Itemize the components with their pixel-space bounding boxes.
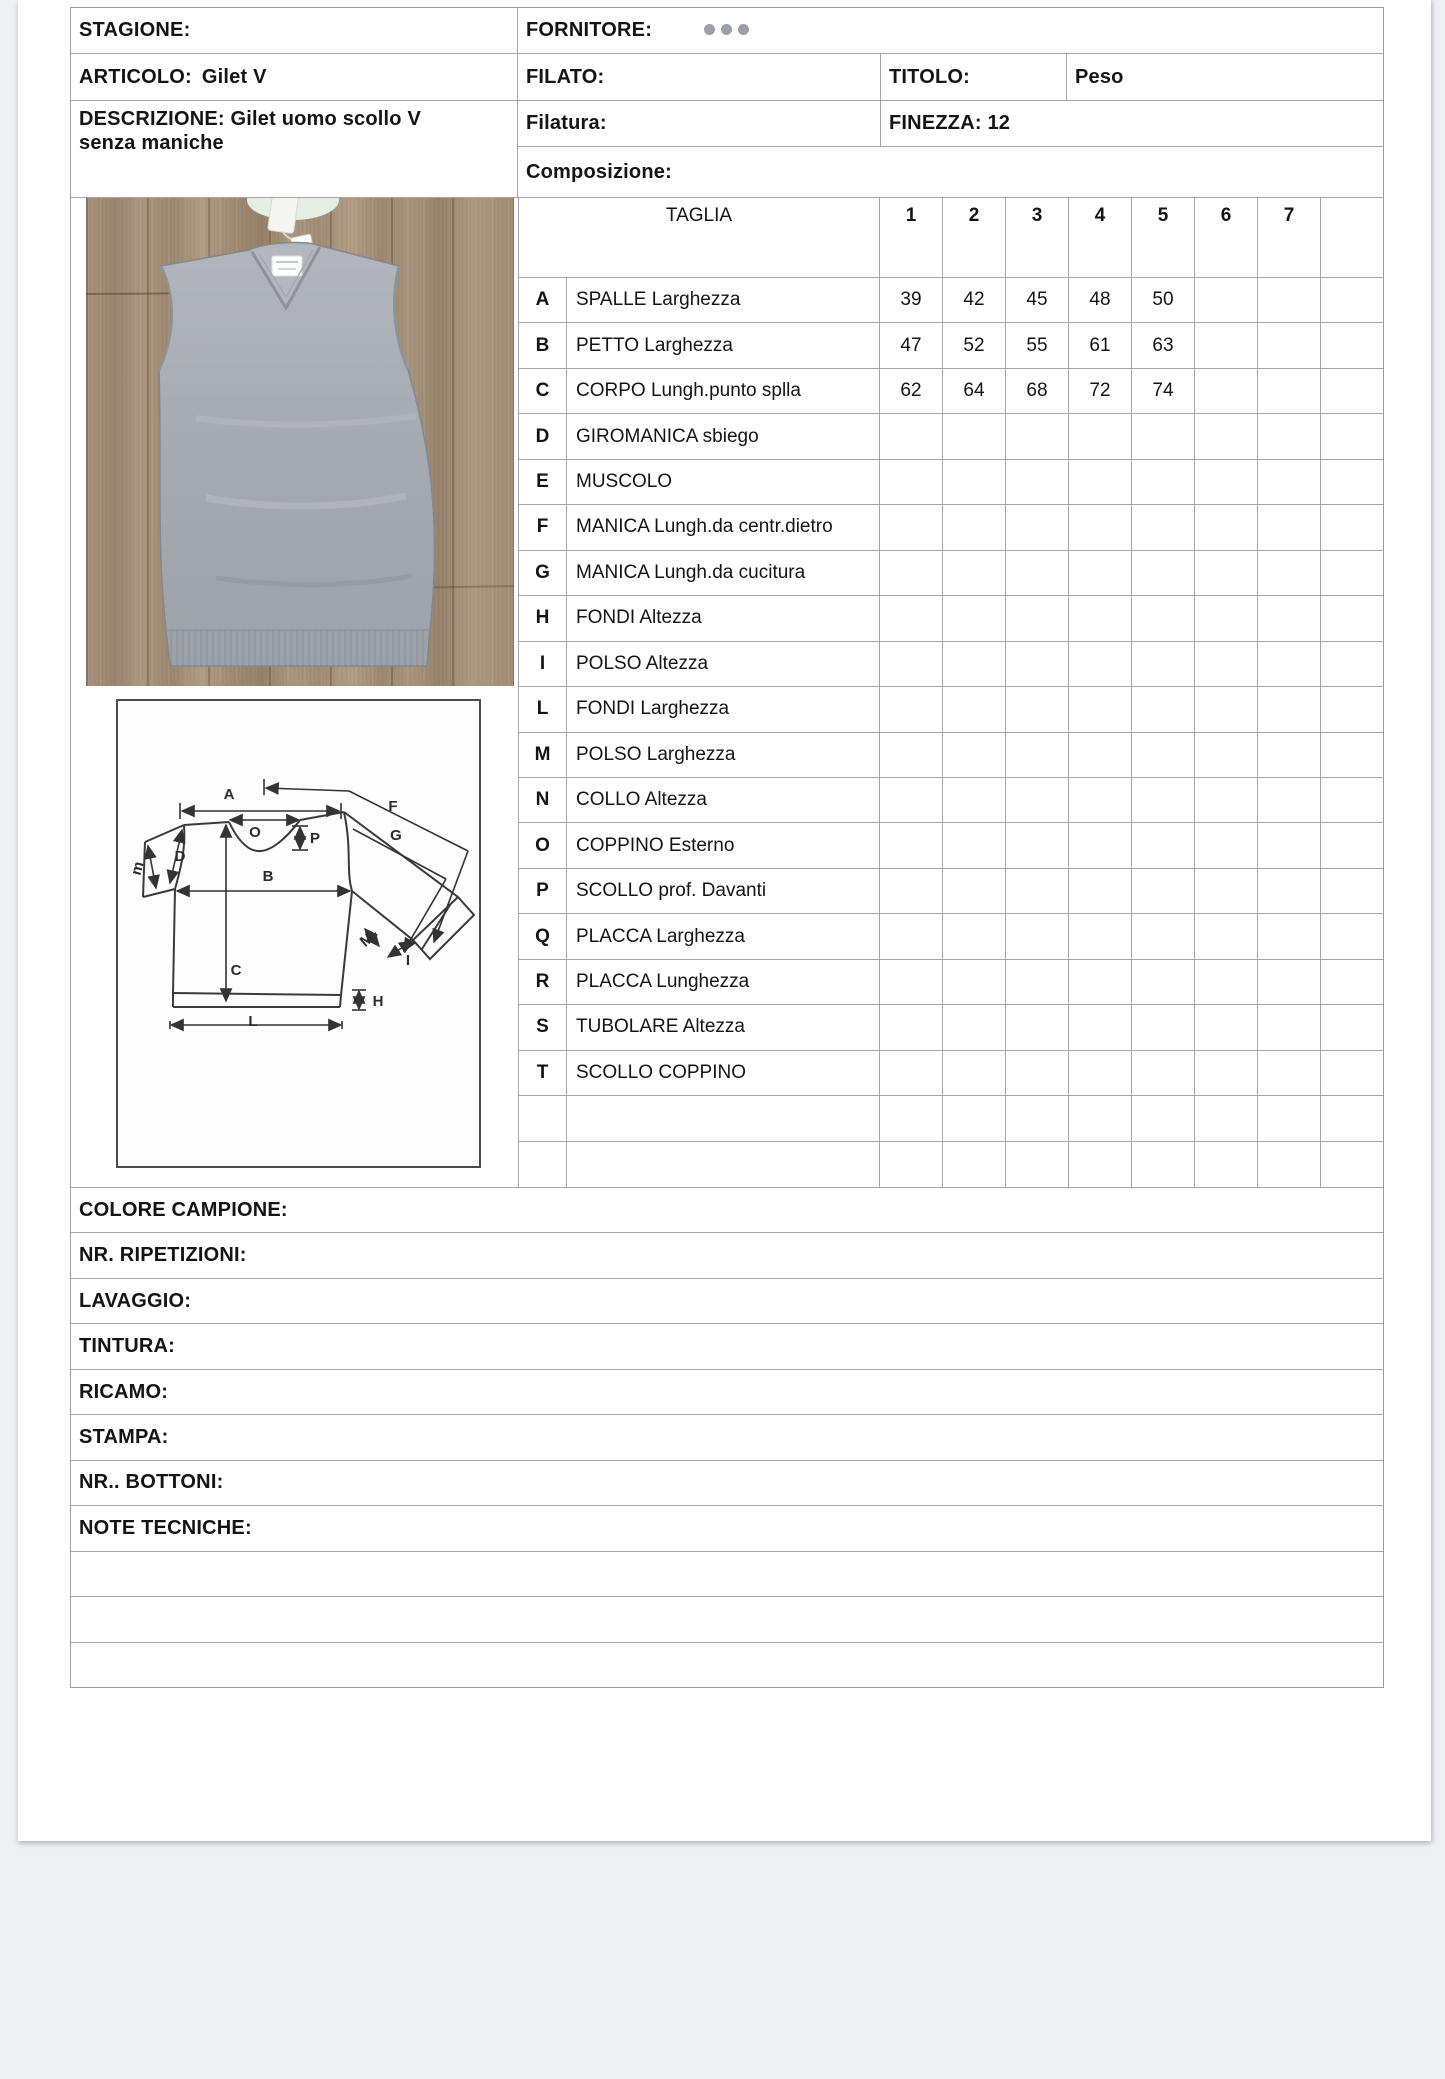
detail-row — [71, 1506, 1384, 1551]
row-label: POLSO Larghezza — [567, 733, 880, 778]
row-letter: M — [519, 733, 567, 778]
row-value — [1132, 505, 1195, 550]
row-value — [1069, 960, 1132, 1005]
row-blank — [1321, 323, 1384, 368]
row-label: FONDI Altezza — [567, 596, 880, 641]
row-value — [1132, 551, 1195, 596]
row-value: 52 — [943, 323, 1006, 368]
descrizione-label: DESCRIZIONE: — [79, 108, 225, 130]
row-label: SCOLLO prof. Davanti — [567, 869, 880, 914]
detail-row — [71, 1233, 1384, 1278]
composizione-label: Composizione: — [526, 160, 672, 183]
row-letter: A — [519, 278, 567, 323]
svg-text:M: M — [356, 929, 378, 951]
row-label: MANICA Lungh.da cucitura — [567, 551, 880, 596]
row-value — [1006, 460, 1069, 505]
row-value — [1006, 414, 1069, 459]
row-value — [880, 914, 943, 959]
row-value — [880, 1142, 943, 1187]
row-value — [1006, 1005, 1069, 1050]
svg-text:A: A — [223, 786, 235, 803]
row-value — [943, 733, 1006, 778]
row-value — [880, 505, 943, 550]
row-value — [1258, 1142, 1321, 1187]
row-value — [943, 414, 1006, 459]
row-value — [1195, 596, 1258, 641]
row-blank — [1321, 687, 1384, 732]
row-blank — [1321, 869, 1384, 914]
row-value — [1132, 1051, 1195, 1096]
row-value — [1258, 1005, 1321, 1050]
row-value — [1069, 460, 1132, 505]
row-value — [880, 687, 943, 732]
row-value: 39 — [880, 278, 943, 323]
row-value — [1006, 687, 1069, 732]
row-value — [943, 778, 1006, 823]
filatura-label: Filatura: — [526, 112, 607, 134]
svg-text:L: L — [248, 1013, 258, 1030]
row-blank — [1321, 778, 1384, 823]
fornitore-label: FORNITORE: — [526, 19, 653, 41]
row-blank — [1321, 823, 1384, 868]
row-value — [1258, 778, 1321, 823]
row-letter: N — [519, 778, 567, 823]
row-value — [1132, 733, 1195, 778]
row-value — [1258, 551, 1321, 596]
titolo-label: TITOLO: — [889, 65, 971, 88]
row-label: TUBOLARE Altezza — [567, 1005, 880, 1050]
filato-label: FILATO: — [526, 65, 605, 88]
row-value — [1258, 1051, 1321, 1096]
row-value — [1195, 460, 1258, 505]
size-column-header: 7 — [1258, 198, 1321, 278]
size-table — [518, 198, 1384, 1187]
row-value: 74 — [1132, 369, 1195, 414]
detail-label: COLORE CAMPIONE: — [79, 1198, 288, 1221]
row-label: SPALLE Larghezza — [567, 278, 880, 323]
detail-rows — [71, 1187, 1384, 1688]
row-value: 48 — [1069, 278, 1132, 323]
row-value — [1195, 733, 1258, 778]
product-photo — [86, 198, 514, 686]
row-value — [1258, 914, 1321, 959]
size-column-header: 2 — [943, 198, 1006, 278]
detail-row — [71, 1415, 1384, 1460]
row-value — [1132, 596, 1195, 641]
row-value — [1258, 869, 1321, 914]
row-value — [1132, 823, 1195, 868]
row-blank — [1321, 460, 1384, 505]
row-value — [943, 1096, 1006, 1141]
row-value — [880, 551, 943, 596]
titolo-cell — [881, 54, 1067, 101]
row-value — [880, 960, 943, 1005]
row-value — [1006, 1096, 1069, 1141]
row-label: CORPO Lungh.punto splla — [567, 369, 880, 414]
row-letter: T — [519, 1051, 567, 1096]
row-value — [1195, 1142, 1258, 1187]
finezza-label: FINEZZA: 12 — [889, 112, 1011, 134]
svg-text:C: C — [230, 962, 242, 979]
detail-row — [71, 1370, 1384, 1415]
row-letter: Q — [519, 914, 567, 959]
row-blank — [1321, 1096, 1384, 1141]
row-value — [1069, 1051, 1132, 1096]
row-label: SCOLLO COPPINO — [567, 1051, 880, 1096]
articolo-label: ARTICOLO: — [79, 65, 192, 88]
detail-label: NR.. BOTTONI: — [79, 1471, 224, 1494]
row-value: 55 — [1006, 323, 1069, 368]
row-value — [880, 869, 943, 914]
row-value — [1132, 778, 1195, 823]
row-letter: F — [519, 505, 567, 550]
row-letter: P — [519, 869, 567, 914]
diagram-art — [116, 699, 481, 1168]
row-value — [1258, 642, 1321, 687]
detail-label: STAMPA: — [79, 1425, 169, 1448]
peso-label: Peso — [1075, 65, 1124, 88]
row-letter — [519, 1142, 567, 1187]
row-value — [1132, 687, 1195, 732]
detail-label: TINTURA: — [79, 1335, 176, 1358]
row-value — [1006, 1051, 1069, 1096]
row-value — [1195, 778, 1258, 823]
row-value — [1006, 914, 1069, 959]
row-blank — [1321, 1142, 1384, 1187]
row-value — [1069, 1142, 1132, 1187]
row-value: 63 — [1132, 323, 1195, 368]
svg-text:H: H — [372, 993, 384, 1010]
row-value — [1195, 551, 1258, 596]
row-value: 50 — [1132, 278, 1195, 323]
filato-cell — [518, 54, 881, 101]
row-letter: D — [519, 414, 567, 459]
row-value: 62 — [880, 369, 943, 414]
fornitore-cell — [518, 8, 1384, 54]
svg-text:O: O — [249, 824, 261, 841]
descrizione-value: Gilet uomo scollo V senza maniche — [79, 108, 422, 154]
row-value — [1195, 323, 1258, 368]
row-value — [943, 505, 1006, 550]
stagione-cell — [71, 8, 518, 54]
row-value — [1069, 505, 1132, 550]
row-value — [1069, 778, 1132, 823]
row-label: FONDI Larghezza — [567, 687, 880, 732]
row-value — [1069, 687, 1132, 732]
svg-text:m: m — [127, 859, 148, 877]
row-value — [943, 642, 1006, 687]
row-value: 42 — [943, 278, 1006, 323]
row-value — [1132, 1096, 1195, 1141]
row-blank — [1321, 596, 1384, 641]
svg-text:B: B — [262, 868, 274, 885]
row-value — [1195, 1051, 1258, 1096]
row-blank — [1321, 551, 1384, 596]
row-value — [1195, 914, 1258, 959]
row-letter: G — [519, 551, 567, 596]
svg-text:P: P — [309, 830, 321, 847]
size-column-header: 6 — [1195, 198, 1258, 278]
row-value — [1006, 505, 1069, 550]
measurement-diagram — [116, 699, 481, 1168]
row-label: PLACCA Lunghezza — [567, 960, 880, 1005]
row-blank — [1321, 914, 1384, 959]
row-value — [1006, 960, 1069, 1005]
row-value — [1132, 460, 1195, 505]
row-letter: O — [519, 823, 567, 868]
row-value — [1195, 414, 1258, 459]
row-value — [880, 414, 943, 459]
taglia-header: TAGLIA — [519, 198, 880, 278]
descrizione-cell — [71, 101, 518, 198]
finezza-cell — [881, 101, 1384, 147]
articolo-cell — [71, 54, 518, 101]
row-value — [1258, 823, 1321, 868]
row-value: 45 — [1006, 278, 1069, 323]
row-value — [880, 1005, 943, 1050]
row-label: PETTO Larghezza — [567, 323, 880, 368]
row-value — [1069, 642, 1132, 687]
row-blank — [1321, 278, 1384, 323]
row-letter: C — [519, 369, 567, 414]
row-value: 47 — [880, 323, 943, 368]
row-letter: E — [519, 460, 567, 505]
row-value — [1132, 1142, 1195, 1187]
row-value — [1069, 1005, 1132, 1050]
row-value — [943, 1005, 1006, 1050]
size-column-header: 3 — [1006, 198, 1069, 278]
row-value — [880, 823, 943, 868]
row-letter: R — [519, 960, 567, 1005]
detail-row-empty — [71, 1552, 1384, 1597]
row-value — [1006, 733, 1069, 778]
size-column-header: 1 — [880, 198, 943, 278]
detail-row — [71, 1324, 1384, 1369]
svg-text:D: D — [174, 848, 186, 865]
row-value — [880, 733, 943, 778]
row-value — [1258, 733, 1321, 778]
row-blank — [1321, 1005, 1384, 1050]
row-value — [943, 551, 1006, 596]
row-value — [1258, 460, 1321, 505]
detail-row-empty — [71, 1643, 1384, 1688]
row-value — [880, 642, 943, 687]
row-value — [880, 1051, 943, 1096]
row-value: 64 — [943, 369, 1006, 414]
row-letter: S — [519, 1005, 567, 1050]
row-value — [1006, 642, 1069, 687]
row-value — [943, 460, 1006, 505]
row-letter: H — [519, 596, 567, 641]
row-value — [1258, 323, 1321, 368]
row-letter: B — [519, 323, 567, 368]
row-value — [1069, 823, 1132, 868]
descrizione-text — [79, 107, 471, 155]
row-label: PLACCA Larghezza — [567, 914, 880, 959]
composizione-cell — [518, 147, 1384, 198]
row-value — [1195, 869, 1258, 914]
row-value — [1006, 1142, 1069, 1187]
row-blank — [1321, 960, 1384, 1005]
row-value — [880, 1096, 943, 1141]
row-value — [1195, 687, 1258, 732]
row-label — [567, 1096, 880, 1141]
row-value — [1069, 414, 1132, 459]
row-value — [1258, 278, 1321, 323]
row-value — [1132, 960, 1195, 1005]
row-value — [943, 1051, 1006, 1096]
row-value — [1069, 914, 1132, 959]
row-value — [1069, 596, 1132, 641]
row-value — [1132, 914, 1195, 959]
row-value — [943, 1142, 1006, 1187]
row-value — [1195, 369, 1258, 414]
size-column-header-blank — [1321, 198, 1384, 278]
row-label: MANICA Lungh.da centr.dietro — [567, 505, 880, 550]
row-value — [1258, 687, 1321, 732]
row-blank — [1321, 414, 1384, 459]
row-value — [880, 460, 943, 505]
row-value — [1258, 1096, 1321, 1141]
row-value — [943, 869, 1006, 914]
row-blank — [1321, 505, 1384, 550]
row-value: 72 — [1069, 369, 1132, 414]
row-label: POLSO Altezza — [567, 642, 880, 687]
row-value — [1006, 596, 1069, 641]
row-letter — [519, 1096, 567, 1141]
svg-text:I: I — [405, 952, 411, 969]
row-value — [1132, 869, 1195, 914]
row-label: GIROMANICA sbiego — [567, 414, 880, 459]
row-value: 68 — [1006, 369, 1069, 414]
row-value — [880, 778, 943, 823]
row-value: 61 — [1069, 323, 1132, 368]
row-value — [943, 596, 1006, 641]
row-value — [1195, 1005, 1258, 1050]
size-column-header: 4 — [1069, 198, 1132, 278]
detail-row — [71, 1279, 1384, 1324]
detail-label: RICAMO: — [79, 1380, 169, 1403]
row-value — [1006, 778, 1069, 823]
row-value — [1258, 960, 1321, 1005]
row-letter: I — [519, 642, 567, 687]
peso-cell — [1067, 54, 1384, 101]
row-letter: L — [519, 687, 567, 732]
row-value — [1195, 1096, 1258, 1141]
detail-label: NR. RIPETIZIONI: — [79, 1244, 247, 1267]
row-blank — [1321, 733, 1384, 778]
row-label: MUSCOLO — [567, 460, 880, 505]
detail-label: LAVAGGIO: — [79, 1289, 192, 1312]
row-value — [1069, 1096, 1132, 1141]
stagione-label: STAGIONE: — [79, 19, 191, 41]
row-value — [1069, 733, 1132, 778]
row-value — [1132, 414, 1195, 459]
vest-photo-art — [86, 198, 514, 686]
row-value — [1132, 1005, 1195, 1050]
row-value — [1258, 369, 1321, 414]
detail-label: NOTE TECNICHE: — [79, 1516, 252, 1539]
row-value — [1069, 869, 1132, 914]
detail-row-empty — [71, 1597, 1384, 1642]
filatura-cell — [518, 101, 881, 147]
row-blank — [1321, 369, 1384, 414]
row-value — [943, 914, 1006, 959]
row-value — [1258, 596, 1321, 641]
svg-text:F: F — [388, 798, 398, 815]
row-value — [1006, 869, 1069, 914]
row-value — [1258, 505, 1321, 550]
detail-row — [71, 1461, 1384, 1506]
row-label — [567, 1142, 880, 1187]
row-value — [1195, 278, 1258, 323]
row-label: COPPINO Esterno — [567, 823, 880, 868]
spec-sheet — [70, 7, 1384, 1688]
row-value — [1132, 642, 1195, 687]
row-value — [1195, 642, 1258, 687]
row-value — [1195, 823, 1258, 868]
more-options-icon[interactable] — [704, 24, 749, 35]
svg-text:G: G — [390, 827, 402, 844]
row-value — [943, 687, 1006, 732]
detail-row — [71, 1188, 1384, 1233]
row-value — [1195, 960, 1258, 1005]
articolo-value: Gilet V — [201, 65, 267, 88]
size-column-header: 5 — [1132, 198, 1195, 278]
row-value — [880, 596, 943, 641]
row-blank — [1321, 642, 1384, 687]
row-blank — [1321, 1051, 1384, 1096]
row-value — [1006, 823, 1069, 868]
row-label: COLLO Altezza — [567, 778, 880, 823]
row-value — [1069, 551, 1132, 596]
row-value — [943, 960, 1006, 1005]
row-value — [1006, 551, 1069, 596]
row-value — [1195, 505, 1258, 550]
row-value — [1258, 414, 1321, 459]
row-value — [943, 823, 1006, 868]
document-page — [18, 0, 1431, 1841]
